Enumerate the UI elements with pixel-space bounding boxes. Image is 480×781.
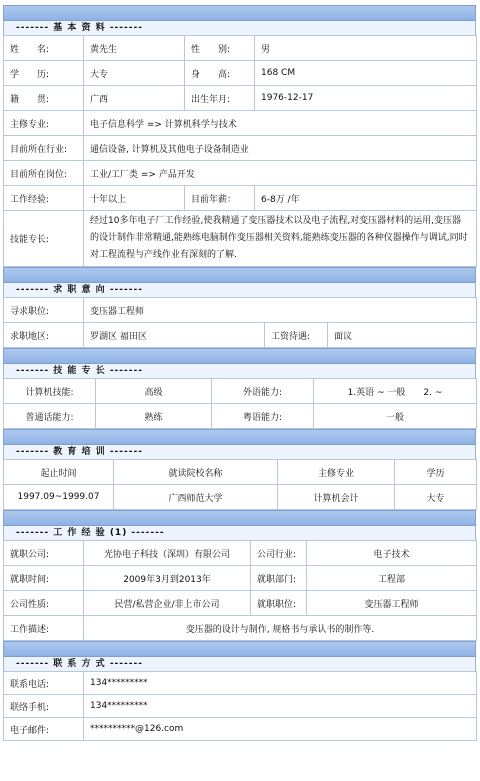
computer-skill-value: 高级 — [96, 379, 212, 404]
table-row — [4, 485, 477, 510]
name-value: 黄先生 — [84, 36, 185, 61]
table-row — [4, 379, 477, 404]
industry-label: 目前所在行业: — [4, 136, 84, 161]
job-description-value: 变压器的设计与制作, 规格书与承认书的制作等. — [84, 616, 477, 641]
table-cell: 计算机会计 — [278, 485, 395, 510]
table-row — [4, 86, 477, 111]
mobile-value: 134********* — [84, 695, 477, 718]
area-label: 求职地区: — [4, 323, 84, 348]
section-bar — [3, 510, 476, 526]
department-value: 工程部 — [307, 566, 477, 591]
table-row — [4, 616, 477, 641]
basic-info-table — [3, 35, 477, 267]
section-title-basic: ------- 基 本 资 料 ------- — [3, 21, 476, 35]
table-header-row — [4, 460, 477, 485]
section-bar — [3, 5, 476, 21]
table-row — [4, 591, 477, 616]
salary-label: 目前年薪： — [185, 186, 255, 211]
origin-label: 籍 贯: — [4, 86, 84, 111]
education-label: 学 历: — [4, 61, 84, 86]
mandarin-label: 普通话能力: — [4, 404, 96, 429]
company-industry-value: 电子技术 — [307, 541, 477, 566]
phone-label: 联系电话: — [4, 672, 84, 695]
gender-label: 性 别: — [185, 36, 255, 61]
industry-value: 通信设备, 计算机及其他电子设备制造业 — [84, 136, 477, 161]
table-row — [4, 298, 477, 323]
job-value: 变压器工程师 — [84, 298, 477, 323]
birth-label: 出生年月: — [185, 86, 255, 111]
table-row — [4, 111, 477, 136]
column-header: 学历 — [395, 460, 477, 485]
table-row — [4, 136, 477, 161]
pay-label: 工资待遇: — [265, 323, 328, 348]
height-label: 身 高: — [185, 61, 255, 86]
cantonese-value: 一般 — [314, 404, 477, 429]
work-table — [3, 540, 477, 641]
experience-value: 十年以上 — [84, 186, 185, 211]
salary-value: 6-8万 /年 — [255, 186, 477, 211]
column-header: 起止时间 — [4, 460, 114, 485]
skills-table — [3, 378, 477, 429]
role-label: 就职职位: — [251, 591, 307, 616]
company-label: 就职公司: — [4, 541, 84, 566]
experience-label: 工作经验: — [4, 186, 84, 211]
section-title-work: ------- 工 作 经 验 (1) ------- — [3, 526, 476, 540]
section-bar — [3, 348, 476, 364]
skills-text: 经过10多年电子厂工作经验,使我精通了变压器技术以及电子流程,对变压器材料的运用,变压器的设计制作非常精通,能熟练电脑制作变压器相关资料,能熟练变压器的各种仪器操作与调试,同时对工程流程与产线作业有深刻的了解. — [84, 211, 477, 267]
table-row — [4, 211, 477, 267]
table-row — [4, 186, 477, 211]
origin-value: 广西 — [84, 86, 185, 111]
table-row — [4, 404, 477, 429]
table-cell: 广西师范大学 — [114, 485, 278, 510]
company-nature-value: 民营/私营企业/非上市公司 — [84, 591, 251, 616]
education-table — [3, 459, 477, 510]
position-label: 目前所在岗位: — [4, 161, 84, 186]
column-header: 主修专业 — [278, 460, 395, 485]
table-row — [4, 36, 477, 61]
mandarin-value: 熟练 — [96, 404, 212, 429]
table-row — [4, 61, 477, 86]
employment-time-label: 就职时间: — [4, 566, 84, 591]
section-title-intent: ------- 求 职 意 向 ------- — [3, 283, 476, 297]
birth-value: 1976-12-17 — [255, 86, 477, 111]
company-nature-label: 公司性质: — [4, 591, 84, 616]
gender-value: 男 — [255, 36, 477, 61]
table-cell: 1997.09~1999.07 — [4, 485, 114, 510]
skills-label: 技能专长: — [4, 211, 84, 267]
company-value: 光协电子科技（深圳）有限公司 — [84, 541, 251, 566]
area-value: 罗湖区 福田区 — [84, 323, 265, 348]
table-row — [4, 541, 477, 566]
foreign-language-value: 1.英语 ~ 一般 2. ~ — [314, 379, 477, 404]
table-row — [4, 718, 477, 741]
table-row — [4, 695, 477, 718]
contact-table — [3, 671, 477, 741]
section-title-education: ------- 教 育 培 训 ------- — [3, 445, 476, 459]
department-label: 就职部门: — [251, 566, 307, 591]
resume — [3, 5, 476, 741]
mobile-label: 联络手机: — [4, 695, 84, 718]
company-industry-label: 公司行业: — [251, 541, 307, 566]
role-value: 变压器工程师 — [307, 591, 477, 616]
major-value: 电子信息科学 => 计算机科学与技术 — [84, 111, 477, 136]
pay-value: 面议 — [328, 323, 477, 348]
column-header: 就读院校名称 — [114, 460, 278, 485]
foreign-language-label: 外语能力: — [212, 379, 314, 404]
major-label: 主修专业: — [4, 111, 84, 136]
phone-value: 134********* — [84, 672, 477, 695]
height-value: 168 CM — [255, 61, 477, 86]
job-label: 寻求职位: — [4, 298, 84, 323]
intent-table — [3, 297, 477, 348]
employment-time-value: 2009年3月到2013年 — [84, 566, 251, 591]
cantonese-label: 粤语能力: — [212, 404, 314, 429]
computer-skill-label: 计算机技能: — [4, 379, 96, 404]
education-value: 大专 — [84, 61, 185, 86]
table-row — [4, 161, 477, 186]
section-bar — [3, 429, 476, 445]
section-title-skills: ------- 技 能 专 长 ------- — [3, 364, 476, 378]
position-value: 工业/工厂类 => 产品开发 — [84, 161, 477, 186]
table-row — [4, 566, 477, 591]
name-label: 姓 名: — [4, 36, 84, 61]
email-value: **********@126.com — [84, 718, 477, 741]
table-row — [4, 672, 477, 695]
email-label: 电子邮件: — [4, 718, 84, 741]
section-bar — [3, 267, 476, 283]
table-cell: 大专 — [395, 485, 477, 510]
section-title-contact: ------- 联 系 方 式 ------- — [3, 657, 476, 671]
job-description-label: 工作描述: — [4, 616, 84, 641]
section-bar — [3, 641, 476, 657]
table-row — [4, 323, 477, 348]
